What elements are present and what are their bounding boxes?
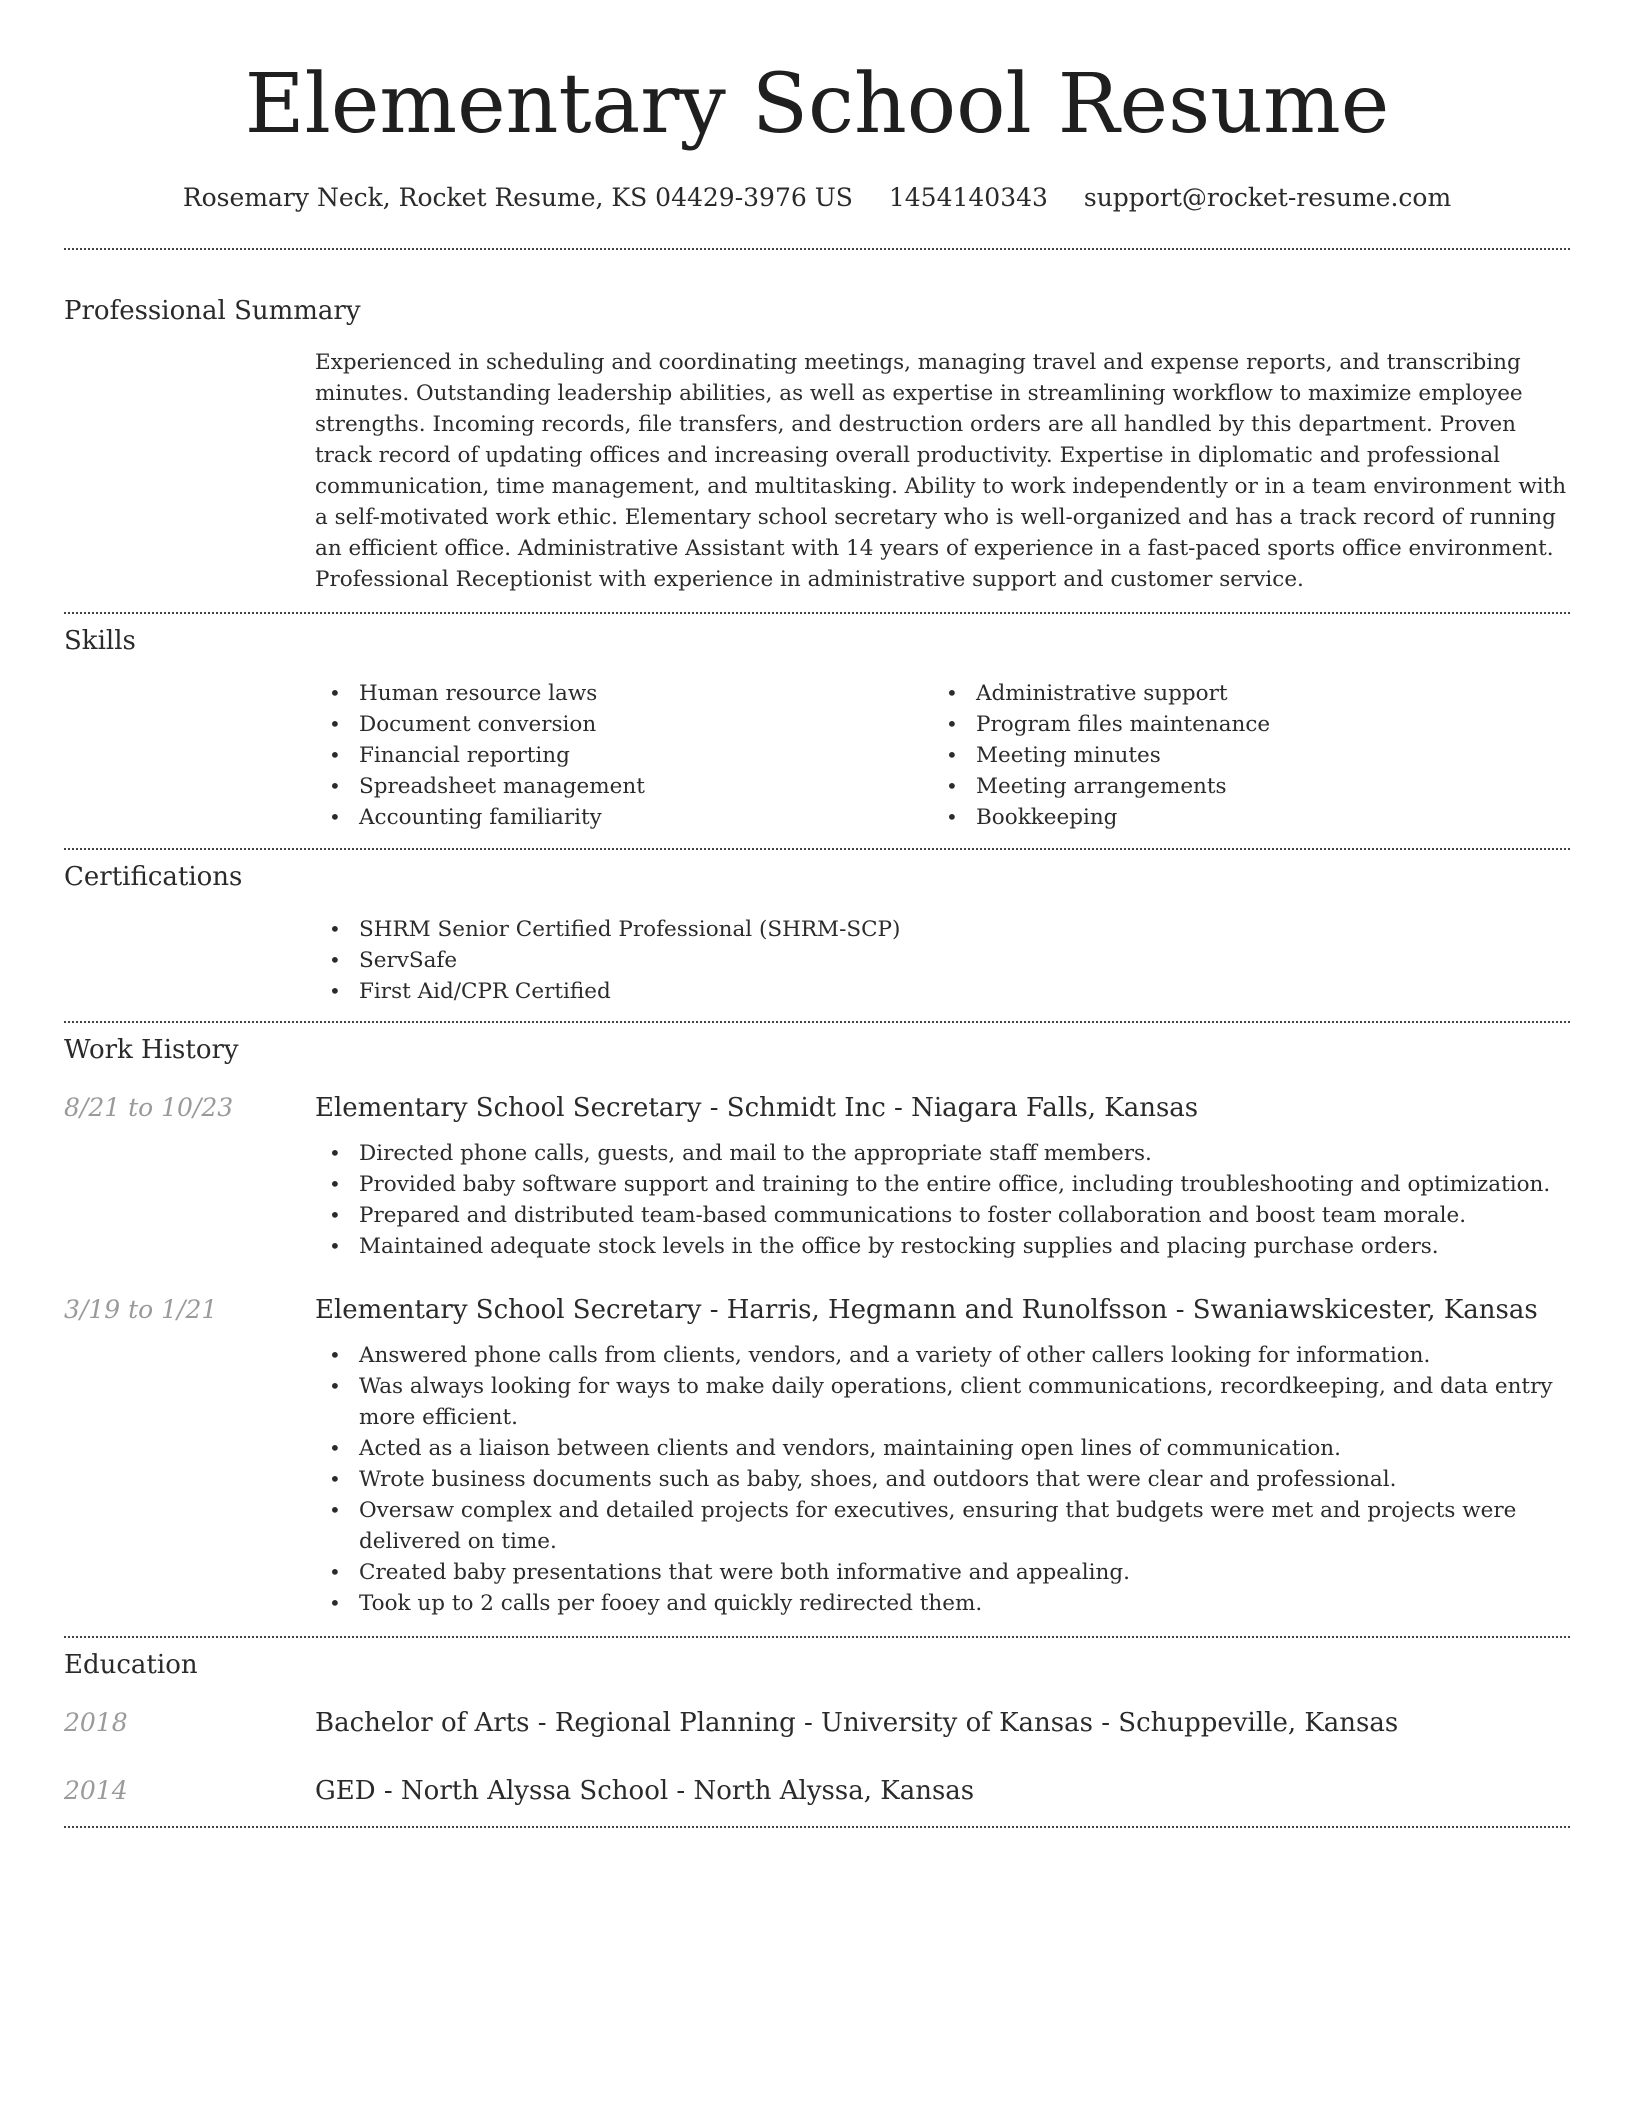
contact-line xyxy=(64,178,1570,218)
list-item: • Bookkeeping xyxy=(932,802,1549,833)
divider xyxy=(64,612,1570,614)
divider xyxy=(64,1021,1570,1023)
contact-address: Rosemary Neck, Rocket Resume, KS 04429-3976 US xyxy=(182,183,853,212)
list-item: • SHRM Senior Certified Professional (SHRM-SCP) xyxy=(315,914,1570,945)
list-item: • Document conversion xyxy=(315,709,932,740)
list-item: • Directed phone calls, guests, and mail to the appropriate staff members. xyxy=(315,1138,1570,1169)
resume-title: Elementary School Resume xyxy=(244,57,1390,152)
resume-page xyxy=(64,0,1570,1828)
job-dates: 8/21 to 10/23 xyxy=(64,1093,234,1122)
list-item: • Wrote business documents such as baby, shoes, and outdoors that were clear and professional. xyxy=(315,1464,1570,1495)
job-title: Elementary School Secretary - Harris, Hegmann and Runolfsson - Swaniawskicester, Kansas xyxy=(315,1295,1538,1325)
list-item: • Human resource laws xyxy=(315,678,932,709)
education-year: 2018 xyxy=(64,1708,128,1737)
list-item: • Prepared and distributed team-based communications to foster collaboration and boost team morale. xyxy=(315,1200,1570,1231)
divider xyxy=(64,1636,1570,1638)
education-title: Bachelor of Arts - Regional Planning - University of Kansas - Schuppeville, Kansas xyxy=(315,1708,1399,1738)
list-item: • Was always looking for ways to make daily operations, client communications, recordkeeping, and data entry more efficient. xyxy=(315,1371,1570,1433)
contact-phone: 1454140343 xyxy=(888,183,1048,212)
skills-list xyxy=(315,678,1570,833)
list-item: • Maintained adequate stock levels in the office by restocking supplies and placing purchase orders. xyxy=(315,1231,1570,1262)
divider xyxy=(64,1826,1570,1828)
contact-email: support@rocket-resume.com xyxy=(1083,183,1452,212)
list-item: • Financial reporting xyxy=(315,740,932,771)
work-heading: Work History xyxy=(64,1035,239,1065)
education-year: 2014 xyxy=(64,1776,128,1805)
job-bullets xyxy=(315,1138,1570,1262)
list-item: • Created baby presentations that were both informative and appealing. xyxy=(315,1557,1570,1588)
list-item: • First Aid/CPR Certified xyxy=(315,976,1570,1007)
list-item: • Took up to 2 calls per fooey and quickly redirected them. xyxy=(315,1588,1570,1619)
job-bullets xyxy=(315,1340,1570,1619)
education-heading: Education xyxy=(64,1650,198,1680)
list-item: • Spreadsheet management xyxy=(315,771,932,802)
list-item: • Accounting familiarity xyxy=(315,802,932,833)
list-item: • Acted as a liaison between clients and vendors, maintaining open lines of communication. xyxy=(315,1433,1570,1464)
summary-heading: Professional Summary xyxy=(64,296,361,326)
education-title: GED - North Alyssa School - North Alyssa, Kansas xyxy=(315,1776,975,1806)
certifications-list xyxy=(315,914,1570,1007)
divider xyxy=(64,848,1570,850)
education-entry xyxy=(64,1774,1570,1808)
summary-text: Experienced in scheduling and coordinating meetings, managing travel and expense reports, and transcribing minutes. Outstanding leadership abilities, as well as expertise in streamlining workflow to maximize employee strengths. Incoming records, file transfers, and destruction orders are all handled by this department. Proven track record of updating offices and increasing overall productivity. Expertise in diplomatic and professional communication, time management, and multitasking. Ability to work independently or in a team environment with a self-motivated work ethic. Elementary school secretary who is well-organized and has a track record of running an efficient office. Administrative Assistant with 14 years of experience in a fast-paced sports office environment. Professional Receptionist with experience in administrative support and customer service. xyxy=(315,350,1567,592)
job-entry xyxy=(64,1293,1570,1619)
list-item: • ServSafe xyxy=(315,945,1570,976)
list-item: • Meeting minutes xyxy=(932,740,1549,771)
list-item: • Program files maintenance xyxy=(932,709,1549,740)
job-title: Elementary School Secretary - Schmidt Inc - Niagara Falls, Kansas xyxy=(315,1093,1199,1123)
skills-column-right xyxy=(932,678,1549,833)
list-item: • Administrative support xyxy=(932,678,1549,709)
job-entry xyxy=(64,1091,1570,1262)
skills-column-left xyxy=(315,678,932,833)
divider xyxy=(64,248,1570,250)
education-entry xyxy=(64,1706,1570,1740)
list-item: • Answered phone calls from clients, vendors, and a variety of other callers looking for information. xyxy=(315,1340,1570,1371)
list-item: • Meeting arrangements xyxy=(932,771,1549,802)
list-item: • Oversaw complex and detailed projects for executives, ensuring that budgets were met and projects were delivered on time. xyxy=(315,1495,1570,1557)
skills-heading: Skills xyxy=(64,626,136,656)
job-dates: 3/19 to 1/21 xyxy=(64,1295,218,1324)
list-item: • Provided baby software support and training to the entire office, including troubleshooting and optimization. xyxy=(315,1169,1570,1200)
certifications-heading: Certifications xyxy=(64,862,243,892)
